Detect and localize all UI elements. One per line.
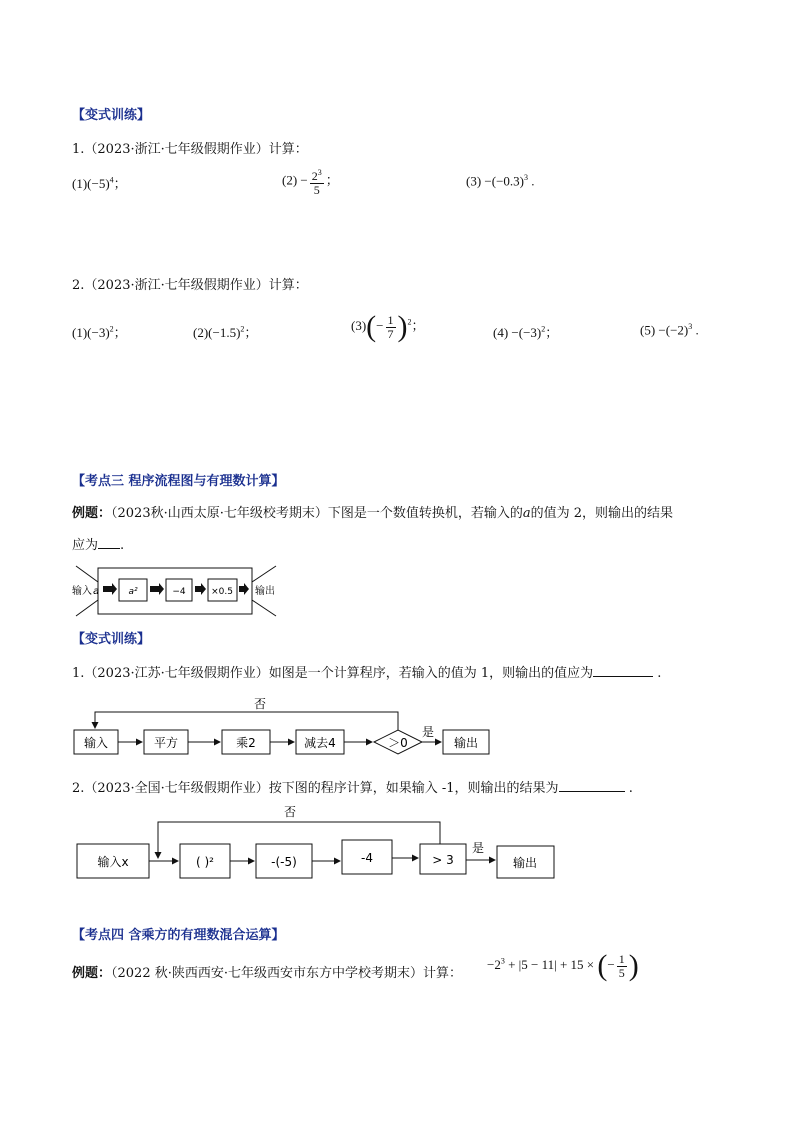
flow-1-output: 输出 xyxy=(453,736,479,750)
example-3-text-3: 应为 xyxy=(72,538,99,553)
q1-item-1: $(1)(-5)^4$； xyxy=(72,175,127,191)
example-4-text: （2022 秋·陕西西安·七年级西安市东方中学校考期末）计算： xyxy=(111,966,462,981)
v2-question-2 xyxy=(72,777,633,796)
v2-q2-text: 2.（2023·全国·七年级假期作业）按下图的程序计算，如果输入 -1，则输出的结果为 xyxy=(72,781,559,796)
example-3-var: a xyxy=(522,506,531,521)
q1-item-3: $(3) -(-0.3)^3$ . xyxy=(466,173,535,189)
flowchart-2 xyxy=(74,800,564,882)
example-4-line xyxy=(72,962,462,981)
machine-box-2-label: −4 xyxy=(172,587,186,597)
flow-1-yes: 是 xyxy=(422,725,435,739)
example-label: 例题： xyxy=(72,966,112,981)
arrow-icon xyxy=(150,583,164,595)
example-3-text: （2023秋·山西太原·七年级校考期末）下图是一个数值转换机，若输入的 xyxy=(111,506,523,521)
section-title-topic-4: 【考点四 含乘方的有理数混合运算】 xyxy=(72,928,285,943)
flow-1-condition: ＞0 xyxy=(388,736,408,750)
flow-2-condition: > 3 xyxy=(432,853,454,867)
flow-1-no: 否 xyxy=(254,697,267,711)
v2-q2-end: . xyxy=(628,781,633,796)
example-3-end: . xyxy=(120,538,125,553)
transformer-diagram xyxy=(66,564,286,618)
example-4-expression: $-2^3 + |5 - 11| + 15$ × (− $\frac{1}{5}$ ) xyxy=(487,949,639,982)
machine-box-3-label: ×0.5 xyxy=(211,587,233,597)
section-title-topic-3: 【考点三 程序流程图与有理数计算】 xyxy=(72,474,285,489)
flowchart-1 xyxy=(70,692,500,760)
q2-item-4: $(4) -(-3)^2$； xyxy=(493,324,559,340)
flow-2-step-2: -(-5) xyxy=(271,855,297,869)
q2-item-1: $(1)(-3)^2$； xyxy=(72,324,127,340)
arrow-icon xyxy=(195,583,206,595)
v2-question-1 xyxy=(72,662,661,681)
answer-blank[interactable] xyxy=(98,548,120,549)
q2-item-5: $(5) -(-2)^3$ . xyxy=(640,322,699,338)
q2-item-3: (3)(− $\frac{1}{7}$ )$^2$； xyxy=(351,310,425,343)
flow-2-step-1: ( )² xyxy=(196,855,214,869)
flow-1-step-1: 平方 xyxy=(153,736,179,750)
flow-2-output: 输出 xyxy=(512,856,538,870)
section-title-variant-1: 【变式训练】 xyxy=(72,108,151,123)
example-3-line-1 xyxy=(72,502,673,521)
answer-blank[interactable] xyxy=(559,791,625,792)
machine-input-label: 输入 xyxy=(72,586,92,597)
example-3-line-2 xyxy=(72,534,124,553)
arrow-icon xyxy=(103,583,117,595)
question-1-prompt: 1.（2023·浙江·七年级假期作业）计算： xyxy=(72,142,308,157)
machine-output-label: 输出 xyxy=(255,586,275,597)
q1-item-2: (2) − $\frac{2^3}{5}$ ； xyxy=(282,168,339,197)
example-label: 例题： xyxy=(72,506,112,521)
flow-2-no: 否 xyxy=(284,805,297,819)
v2-q1-end: . xyxy=(657,666,662,681)
flow-2-input: 输入x xyxy=(97,855,129,869)
machine-input-var: a xyxy=(93,586,100,597)
question-2-prompt: 2.（2023·浙江·七年级假期作业）计算： xyxy=(72,278,308,293)
flow-1-step-2: 乘2 xyxy=(236,736,256,750)
q2-item-2: $(2)(-1.5)^2$； xyxy=(193,324,258,340)
example-3-text-2: 的值为 2，则输出的结果 xyxy=(530,506,674,521)
flow-1-step-3: 减去4 xyxy=(304,736,336,750)
arrow-icon xyxy=(239,583,249,595)
v2-q1-text: 1.（2023·江苏·七年级假期作业）如图是一个计算程序，若输入的值为 1，则输出的值应为 xyxy=(72,666,594,681)
section-title-variant-2: 【变式训练】 xyxy=(72,632,151,647)
machine-box-1-label: a² xyxy=(128,587,138,597)
answer-blank[interactable] xyxy=(593,676,653,677)
flow-1-input: 输入 xyxy=(83,736,109,750)
flow-2-yes: 是 xyxy=(472,841,485,855)
flow-2-step-3: -4 xyxy=(361,851,373,865)
